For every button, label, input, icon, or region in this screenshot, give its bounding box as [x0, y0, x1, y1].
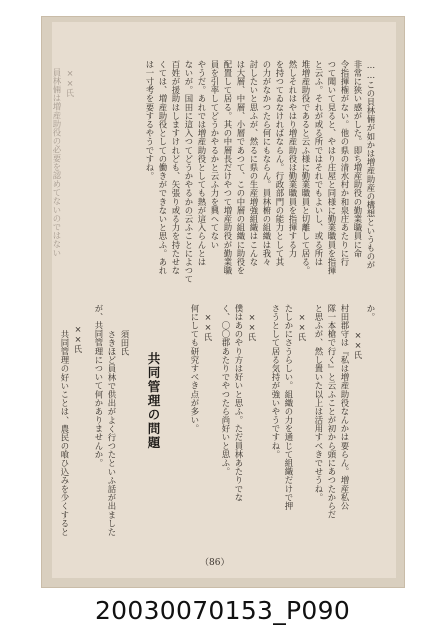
speaker-label: ××氏	[73, 324, 83, 353]
text-column: 然しそれはやはり増産助役は勤業職員を指揮する力	[288, 60, 298, 258]
section-heading: 共同管理の問題	[146, 352, 161, 450]
text-column: か。	[366, 304, 376, 322]
speaker-label: ××氏	[247, 312, 257, 341]
text-column: さきほど員林で供出がよく行つたといふ話が出ました	[107, 330, 117, 537]
text-column: たしかにさうらしい。組織の力を通じて組織だけで押	[284, 304, 294, 511]
page-number: （86）	[200, 558, 230, 568]
text-column: が、共同管理について何かありませんか。	[94, 304, 104, 468]
text-column: 村田郡守は『私は増産助役なんかは要らん。増産私公	[340, 304, 350, 511]
text-column: ないが。国田に這入つてどうかやるかの云ふことによつて	[184, 60, 194, 284]
text-column: 僕はあのやり方は好いと思ふ。ただ員林あたりでな	[234, 304, 244, 502]
text-column: ……この貝林倆が如かは増産助産の構想というものが	[366, 60, 376, 270]
text-column: 何にしても研究すべき点が多い。	[190, 304, 200, 433]
text-column: さうとして居る気持が強いやうですね。	[271, 304, 281, 459]
text-column: 配置して居る。其の中層長だけやつて増産助役が勤業職	[223, 60, 233, 275]
text-column: 共同管理の好いことは、農民の喰ひ込みを少くすると	[60, 330, 70, 537]
text-column: く、〇〇郡あたりでやつたら尚好いと思ふ。	[221, 304, 231, 476]
speaker-label: ××氏	[353, 330, 363, 359]
bleed-through-text: ××氏	[65, 68, 75, 97]
speaker-label: ××氏	[297, 312, 307, 341]
text-column: は大層、中層、小層であつて、この中層の組織に助役を	[236, 60, 246, 275]
text-column: 員を引率してどうかやるかと云ふ力を興へてない	[210, 60, 220, 249]
text-column: と思ふが、然し置いた以上は活用すべきでせうね。	[314, 304, 324, 502]
text-column: と云ふ。それが或る所ではそれでもよいし、或る所は	[314, 60, 324, 267]
speaker-label: 須田氏	[120, 330, 130, 356]
text-column: つて聞いて見ると、やはり庄屋と同様に勤業職員を指揮	[327, 60, 337, 275]
text-column: 非常に狭い感がした。即ち増産助役の勤業職員に命	[353, 60, 363, 258]
text-column: 令指揮権がない。他の県の清水村か和泉庄あたりに行	[340, 60, 350, 267]
text-column: やうだ。あれでは増産助役としても熱が這入らんとは	[197, 60, 207, 267]
text-column: の力がなかつたら何にもならん。員林椨の組織は我々	[262, 60, 272, 267]
text-column: 堆増産助役であると云ふ様に勤業職員と切離して居る。	[301, 60, 311, 275]
text-column: を持つてゐなければならん。行政部門の能力として其	[275, 60, 285, 267]
image-caption: 20030070153_P090	[94, 596, 351, 625]
bleed-through-text: 員林倆は増産助役の必要を認めてないのではない	[52, 68, 62, 257]
text-column: 隊一本槍で行く』と云ふことが初から頭にあつたからだ	[327, 304, 337, 519]
text-column: 討したいと思ふが、然るに県の生産増強組織はこんな	[249, 60, 259, 267]
text-column: は一寸考を要するやうですね。	[145, 60, 155, 181]
speaker-label: ××氏	[203, 312, 213, 341]
text-column: くては、増産助役としての働きができないと思ふ。あれ	[158, 60, 168, 275]
text-column: 百姓が援助はしますけれども、矢張り或る力を持たせな	[171, 60, 181, 275]
